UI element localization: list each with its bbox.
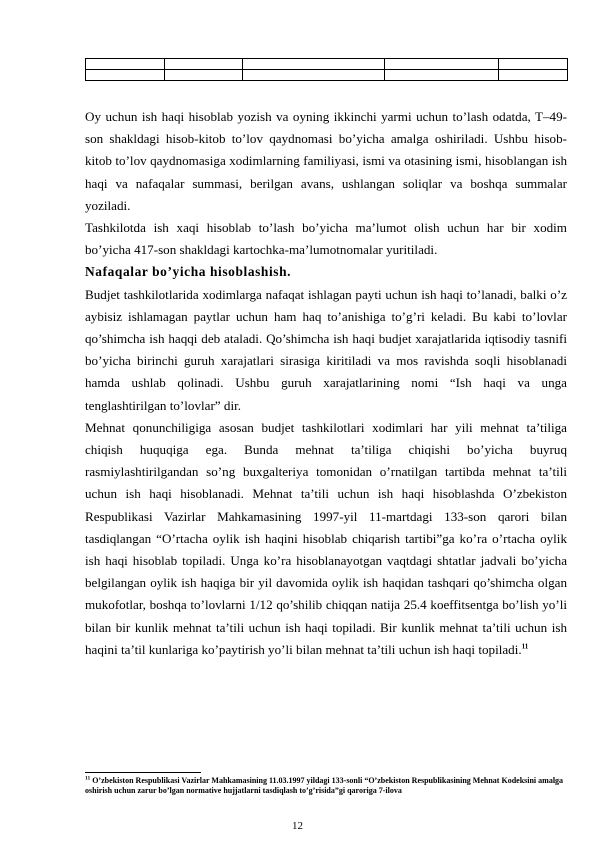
table-cell [165,59,243,70]
table-row [86,70,568,81]
footnote [85,776,567,795]
table-cell [165,70,243,81]
table-cell [385,70,499,81]
footnote-reference: 11 [521,642,529,651]
paragraph-card-register: Tashkilotda ish xaqi hisoblab to’lash bo’yicha ma’lumot olish uchun har bir xodim bo’yicha 417-son shakldagi kartochka-ma’lumotnomalar yuritiladi. [85,220,567,258]
footnote-separator [85,772,201,773]
page-number: 12 [292,820,303,832]
table-cell [499,70,568,81]
paragraph-vacation-pay-text: Mehnat qonunchiligiga asosan budjet tashkilotlari xodimlari har yili mehnat ta’tiliga chiqish huquqiga ega. Bunda mehnat ta’tiliga chiqishi bo’yicha buyruq rasmiylashtirilgandan so’ng buxgalteriya tomonidan o’rnatilgan tartibda mehnat ta’tili uchun ish haqi hisoblanadi. Mehnat ta’tili uchun ish haqi hisoblashda O’zbekiston Respublikasi Vazirlar Mahkamasining 1997-yil 11-martdagi 133-son qarori bilan tasdiqlangan “O’rtacha oylik ish haqini hisoblab chiqarish tartibi”ga ko’ra o’rtacha oylik ish haqi hisoblab topiladi. Unga ko’ra hisoblanayotgan vaqtdagi shtatlar jadvali bo’yicha belgilangan oylik ish haqiga bir yil davomida oylik ish haqidan tashqari qo’shimcha olgan mukofotlar, boshqa to’lovlarni 1/12 qo’shilib chiqqan natija 25.4 koeffitsentga bo’lish yo’li bilan bir kunlik mehnat ta’tili uchun ish haqi topiladi. Bir kunlik mehnat ta’tili uchun ish haqini ta’til kunlariga ko’paytirish yo’li bilan mehnat ta’tili uchun ish haqi topiladi. [85,419,567,657]
table-cell [86,70,165,81]
paragraph-additional-pay: Budjet tashkilotlarida xodimlarga nafaqat ishlagan payti uchun ish haqi to’lanadi, balki o’z aybisiz ishlamagan paytlar uchun ham haq to’anishiga to’g’ri keladi. Bu kabi to’lovlar qo’shimcha ish haqqi deb ataladi. Qo’shimcha ish haqi budjet xarajatlarida iqtisodiy tasnifi bo’yicha birinchi guruh xarajatlari sirasiga kiritiladi va mos ravishda soqli hisoblanadi hamda ushlab qolinadi. Ushbu guruh xarajatlarining nomi “Ish haqi va unga tenglashtirilgan to’lovlar” dir. [85,286,567,413]
section-heading: Nafaqalar bo’yicha hisoblashish. [85,264,292,280]
body-text [85,106,567,661]
table-cell [499,59,568,70]
table-cell [243,59,385,70]
top-table-fragment [85,58,568,81]
paragraph-vacation-pay [85,417,567,661]
footnote-marker: 11 [85,775,91,782]
table-row [86,59,568,70]
table-cell [243,70,385,81]
table-cell [86,59,165,70]
table-cell [385,59,499,70]
footnote-text: O’zbekiston Respublikasi Vazirlar Mahkamasining 11.03.1997 yildagi 133-sonli “O’zbekiston Respublikasining Mehnat Kodeksini amalga oshirish uchun zarur bo’lgan normative hujjatlarni tasdiqlash to’g’risida”gi qaroriga 7-ilova [85,776,564,795]
paragraph-salary-statement: Oy uchun ish haqi hisoblab yozish va oyning ikkinchi yarmi uchun to’lash odatda, T–49-son shakldagi hisob-kitob to’lov qaydnomasi bo’yicha amalga oshiriladi. Ushbu hisob-kitob to’lov qaydnomasiga xodimlarning familiyasi, ismi va otasining ismi, hisoblangan ish haqi va nafaqalar summasi, berilgan avans, ushlangan soliqlar va boshqa summalar yoziladi. [85,109,567,213]
